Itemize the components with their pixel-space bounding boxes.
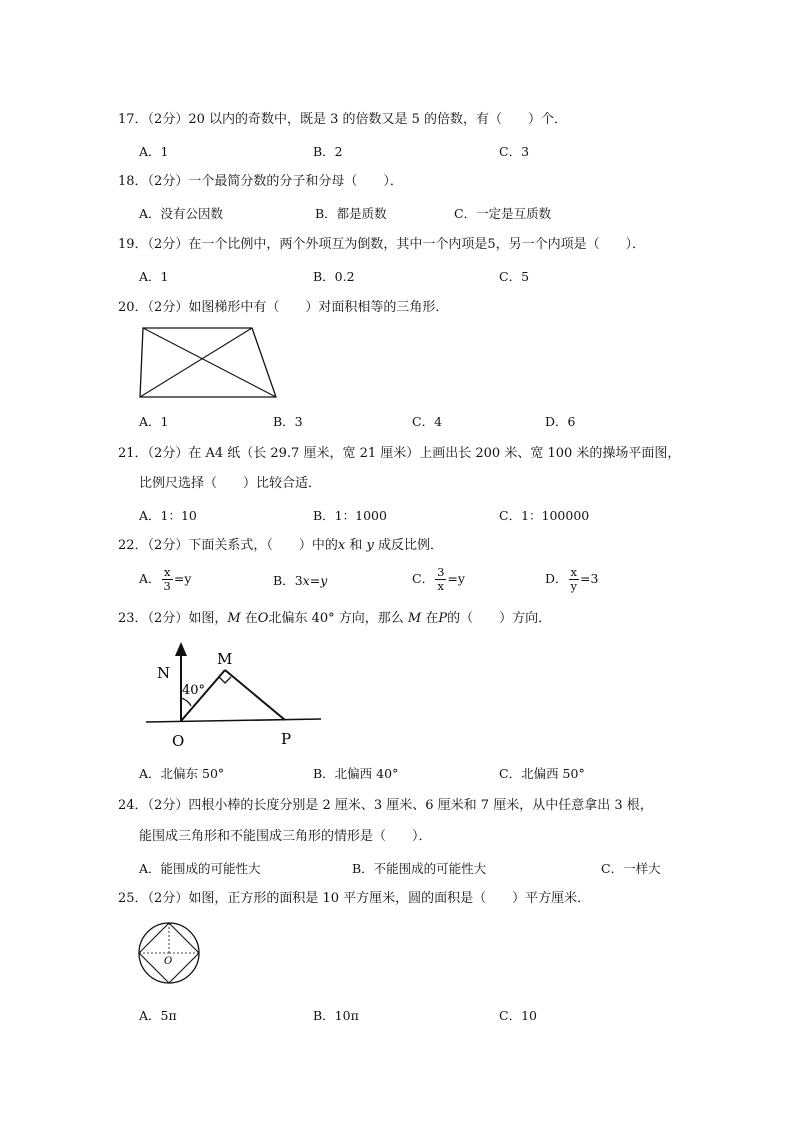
question-24-option-c[interactable]: C．一样大 bbox=[601, 861, 661, 876]
question-17-option-a[interactable]: A．1 bbox=[139, 144, 169, 159]
question-21-option-a[interactable]: A．1：10 bbox=[139, 508, 197, 523]
equation-tail: =3 bbox=[580, 571, 599, 586]
question-19-option-a[interactable]: A．1 bbox=[139, 269, 169, 284]
point-o: O bbox=[257, 611, 269, 626]
question-24-option-b[interactable]: B．不能围成的可能性大 bbox=[352, 861, 487, 876]
point-m-label: M bbox=[217, 650, 233, 668]
question-17-stem: 17．（2分）20 以内的奇数中，既是 3 的倍数又是 5 的倍数，有（ ）个． bbox=[118, 112, 568, 127]
question-20-option-c[interactable]: C．4 bbox=[412, 414, 443, 429]
variable-x: x bbox=[337, 538, 346, 553]
variable-y: y bbox=[366, 538, 374, 553]
question-17-option-c[interactable]: C．3 bbox=[499, 144, 530, 159]
question-23-option-b[interactable]: B．北偏西 40° bbox=[313, 766, 399, 781]
question-22-and: 和 bbox=[349, 538, 363, 553]
segment-mp bbox=[225, 670, 285, 720]
trapezoid-figure bbox=[138, 324, 280, 400]
compass-direction-figure bbox=[140, 638, 330, 750]
question-25-option-b[interactable]: B．10π bbox=[313, 1008, 359, 1023]
question-24-stem-line1: 24．（2分）四根小棒的长度分别是 2 厘米、3 厘米、6 厘米和 7 厘米，从中任意拿出 3 根， bbox=[118, 798, 653, 813]
question-18-option-b[interactable]: B．都是质数 bbox=[315, 206, 387, 221]
numerator: x bbox=[570, 565, 578, 579]
option-label: D． bbox=[545, 571, 568, 586]
question-23-option-c[interactable]: C．北偏西 50° bbox=[499, 766, 585, 781]
question-23-option-a[interactable]: A．北偏东 50° bbox=[139, 766, 225, 781]
equation-tail: =y bbox=[447, 571, 465, 586]
question-22-stem bbox=[118, 538, 443, 554]
question-20-stem: 20．（2分）如图梯形中有（ ）对面积相等的三角形． bbox=[118, 300, 449, 315]
question-18-option-a[interactable]: A．没有公因数 bbox=[139, 206, 224, 221]
point-p-label: P bbox=[281, 730, 292, 748]
question-21-option-c[interactable]: C．1：100000 bbox=[499, 508, 590, 523]
equals-sign: = bbox=[309, 573, 321, 588]
question-22-stem-text: 22．（2分）下面关系式，（ ）中的 bbox=[118, 538, 338, 553]
question-25-stem: 25．（2分）如图，正方形的面积是 10 平方厘米，圆的面积是（ ）平方厘米． bbox=[118, 891, 591, 906]
stem-part: 在 bbox=[425, 611, 439, 626]
point-o-label: O bbox=[172, 732, 185, 750]
denominator: x bbox=[437, 579, 444, 593]
angle-label: 40° bbox=[182, 683, 206, 698]
circle-center-label: O bbox=[164, 956, 173, 967]
equation-tail: =y bbox=[173, 571, 192, 586]
question-25-option-a[interactable]: A．5π bbox=[139, 1008, 177, 1023]
option-label: C． bbox=[412, 571, 435, 586]
option-label: A． bbox=[139, 571, 161, 586]
question-22-stem-tail: 成反比例． bbox=[377, 538, 443, 553]
question-22-option-b[interactable] bbox=[273, 573, 327, 589]
option-label: B． bbox=[273, 573, 295, 588]
question-21-option-b[interactable]: B．1：1000 bbox=[313, 508, 387, 523]
north-arrow-head bbox=[175, 642, 187, 656]
question-22-option-a[interactable] bbox=[139, 566, 191, 593]
question-19-option-c[interactable]: C．5 bbox=[499, 269, 530, 284]
angle-arc bbox=[181, 698, 191, 706]
question-22-option-c[interactable] bbox=[412, 566, 465, 593]
stem-part: 北偏东 40° 方向，那么 bbox=[268, 611, 404, 626]
denominator: y bbox=[570, 579, 578, 593]
question-23-stem bbox=[118, 611, 551, 627]
question-21-stem-line1: 21．（2分）在 A4 纸（长 29.7 厘米，宽 21 厘米）上画出长 200 米、宽 100 米的操场平面图， bbox=[118, 446, 681, 461]
denominator: 3 bbox=[163, 579, 171, 593]
circle-square-figure bbox=[136, 920, 202, 986]
fraction bbox=[569, 566, 580, 593]
point-p: P bbox=[438, 611, 448, 626]
question-18-option-c[interactable]: C．一定是互质数 bbox=[454, 206, 552, 221]
question-25-option-c[interactable]: C．10 bbox=[499, 1008, 537, 1023]
question-20-option-d[interactable]: D．6 bbox=[545, 414, 576, 429]
trapezoid-diagonal-2 bbox=[140, 328, 252, 397]
question-24-stem-line2: 能围成三角形和不能围成三角形的情形是（ ）． bbox=[139, 829, 432, 844]
fraction bbox=[435, 566, 446, 593]
right-angle-mark bbox=[219, 677, 231, 683]
question-18-stem: 18．（2分）一个最简分数的分子和分母（ ）． bbox=[118, 174, 403, 189]
question-19-stem: 19．（2分）在一个比例中，两个外项互为倒数，其中一个内项是5，另一个内项是（ ）． bbox=[118, 237, 646, 252]
north-label: N bbox=[157, 664, 171, 682]
question-22-option-d[interactable] bbox=[545, 566, 598, 593]
question-19-option-b[interactable]: B．0.2 bbox=[313, 269, 355, 284]
variable-y: y bbox=[320, 573, 328, 588]
question-20-option-a[interactable]: A．1 bbox=[139, 414, 169, 429]
fraction bbox=[162, 566, 173, 593]
baseline bbox=[146, 719, 321, 722]
question-17-option-b[interactable]: B．2 bbox=[313, 144, 343, 159]
variable-x: x bbox=[302, 573, 310, 588]
stem-part: 的（ ）方向． bbox=[447, 611, 552, 626]
question-20-option-b[interactable]: B．3 bbox=[273, 414, 303, 429]
numerator: x bbox=[162, 566, 173, 580]
point-m: M bbox=[407, 611, 422, 626]
stem-part: 在 bbox=[244, 611, 258, 626]
question-24-option-a[interactable]: A．能围成的可能性大 bbox=[139, 861, 261, 876]
stem-part: 23．（2分）如图， bbox=[118, 611, 228, 626]
coefficient: 3 bbox=[294, 573, 303, 588]
numerator: 3 bbox=[437, 565, 445, 579]
question-21-stem-line2: 比例尺选择（ ）比较合适． bbox=[139, 476, 322, 491]
point-m: M bbox=[227, 611, 241, 626]
